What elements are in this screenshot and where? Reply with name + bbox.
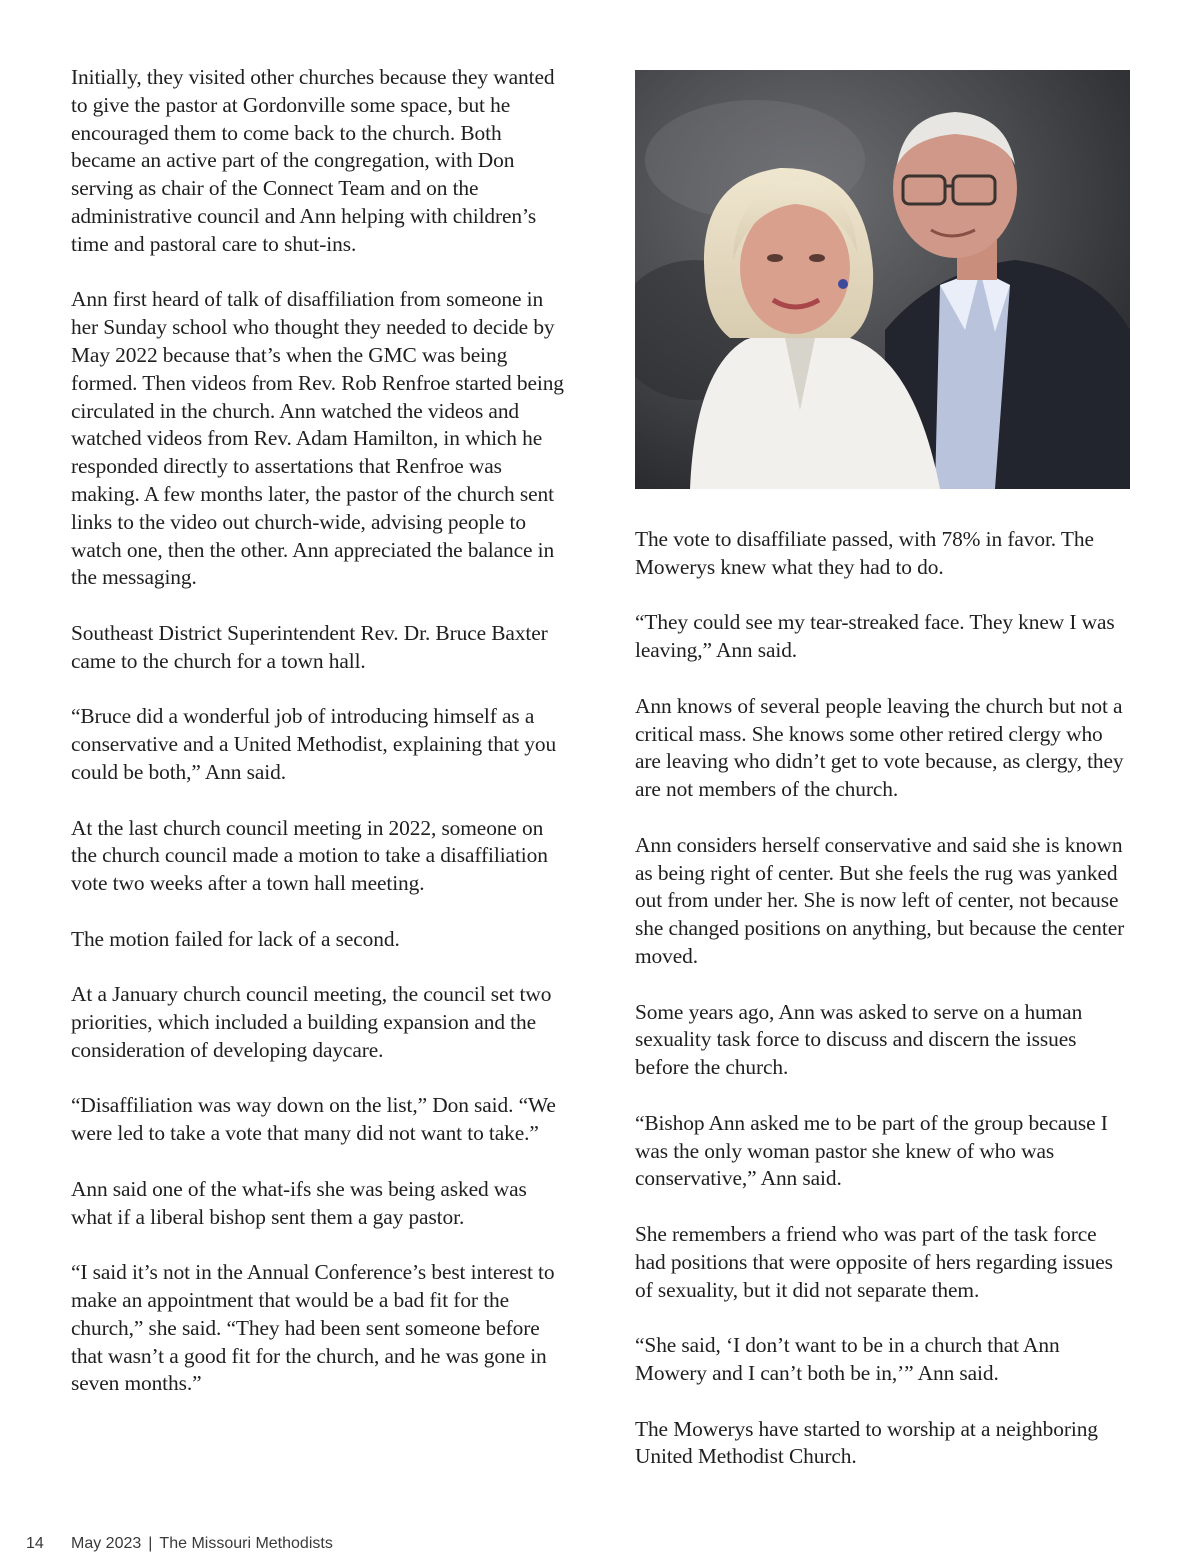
paragraph: “I said it’s not in the Annual Conference’s best interest to make an appointment that would be a bad fit for the church,” she said. “They had been sent someone before that wasn’t a good fit for the church, and he was gone in seven months.”: [71, 1260, 555, 1396]
paragraph: “Bruce did a wonderful job of introducing himself as a conservative and a United Methodist, explaining that you could be both,” Ann said.: [71, 704, 557, 784]
paragraph: At the last church council meeting in 2022, someone on the church council made a motion to take a disaffiliation vote two weeks after a town hall meeting.: [71, 815, 548, 896]
paragraph: “They could see my tear-streaked face. They knew I was leaving,” Ann said.: [635, 610, 1115, 663]
paragraph: Ann first heard of talk of disaffiliation from someone in her Sunday school who thought they needed to decide by May 2022 because that’s when the GMC was being formed. Then videos from Rev. Rob Renfroe started being circulated in the church. Ann watched the videos and watched videos from Rev. Adam Hamilton, in which he responded directly to assertations that Renfroe was making. A few months later, the pastor of the church sent links to the video out church-wide, advising people to watch one, then the other. Ann appreciated the balance in the messaging.: [71, 287, 564, 590]
page-footer: [26, 1535, 333, 1553]
paragraph: Ann considers herself conservative and said she is known as being right of center. But she feels the rug was yanked out from under her. She is now left of center, not because she changed positions on anything, but because the center moved.: [635, 832, 1125, 968]
page-number: 14: [26, 1535, 44, 1552]
paragraph: The Mowerys have started to worship at a neighboring United Methodist Church.: [635, 1416, 1098, 1469]
issue-date: May 2023: [71, 1535, 142, 1552]
paragraph: “Disaffiliation was way down on the list,” Don said. “We were led to take a vote that many did not want to take.”: [71, 1093, 556, 1146]
paragraph: “Bishop Ann asked me to be part of the group because I was the only woman pastor she knew of who was conservative,” Ann said.: [635, 1110, 1108, 1191]
paragraph: Ann knows of several people leaving the church but not a critical mass. She knows some other retired clergy who are leaving who didn’t get to vote because, as clergy, they are not members of the church.: [635, 693, 1124, 802]
paragraph: The vote to disaffiliate passed, with 78% in favor. The Mowerys knew what they had to do.: [635, 527, 1094, 579]
paragraph: “She said, ‘I don’t want to be in a church that Ann Mowery and I can’t both be in,’” Ann said.: [635, 1333, 1060, 1385]
paragraph: The motion failed for lack of a second.: [71, 926, 400, 951]
paragraph: Initially, they visited other churches because they wanted to give the pastor at Gordonville some space, but he encouraged them to come back to the church. Both became an active part of the congregation, with Don serving as chair of the Connect Team and on the administrative council and Ann helping with children’s time and pastoral care to shut-ins.: [71, 65, 555, 256]
paragraph: Southeast District Superintendent Rev. Dr. Bruce Baxter came to the church for a town hall.: [71, 620, 548, 673]
paragraph: She remembers a friend who was part of the task force had positions that were opposite of hers regarding issues of sexuality, but it did not separate them.: [635, 1221, 1113, 1302]
article-left-column: [71, 64, 567, 1426]
paragraph: Ann said one of the what-ifs she was being asked was what if a liberal bishop sent them a gay pastor.: [71, 1176, 527, 1229]
couple-portrait-photo: [635, 70, 1130, 489]
paragraph: At a January church council meeting, the council set two priorities, which included a building expansion and the consideration of developing daycare.: [71, 982, 552, 1062]
footer-separator: |: [148, 1535, 153, 1552]
publication-name: The Missouri Methodists: [159, 1535, 333, 1552]
article-right-column: [635, 526, 1132, 1499]
paragraph: Some years ago, Ann was asked to serve on a human sexuality task force to discuss and discern the issues before the church.: [635, 999, 1083, 1080]
